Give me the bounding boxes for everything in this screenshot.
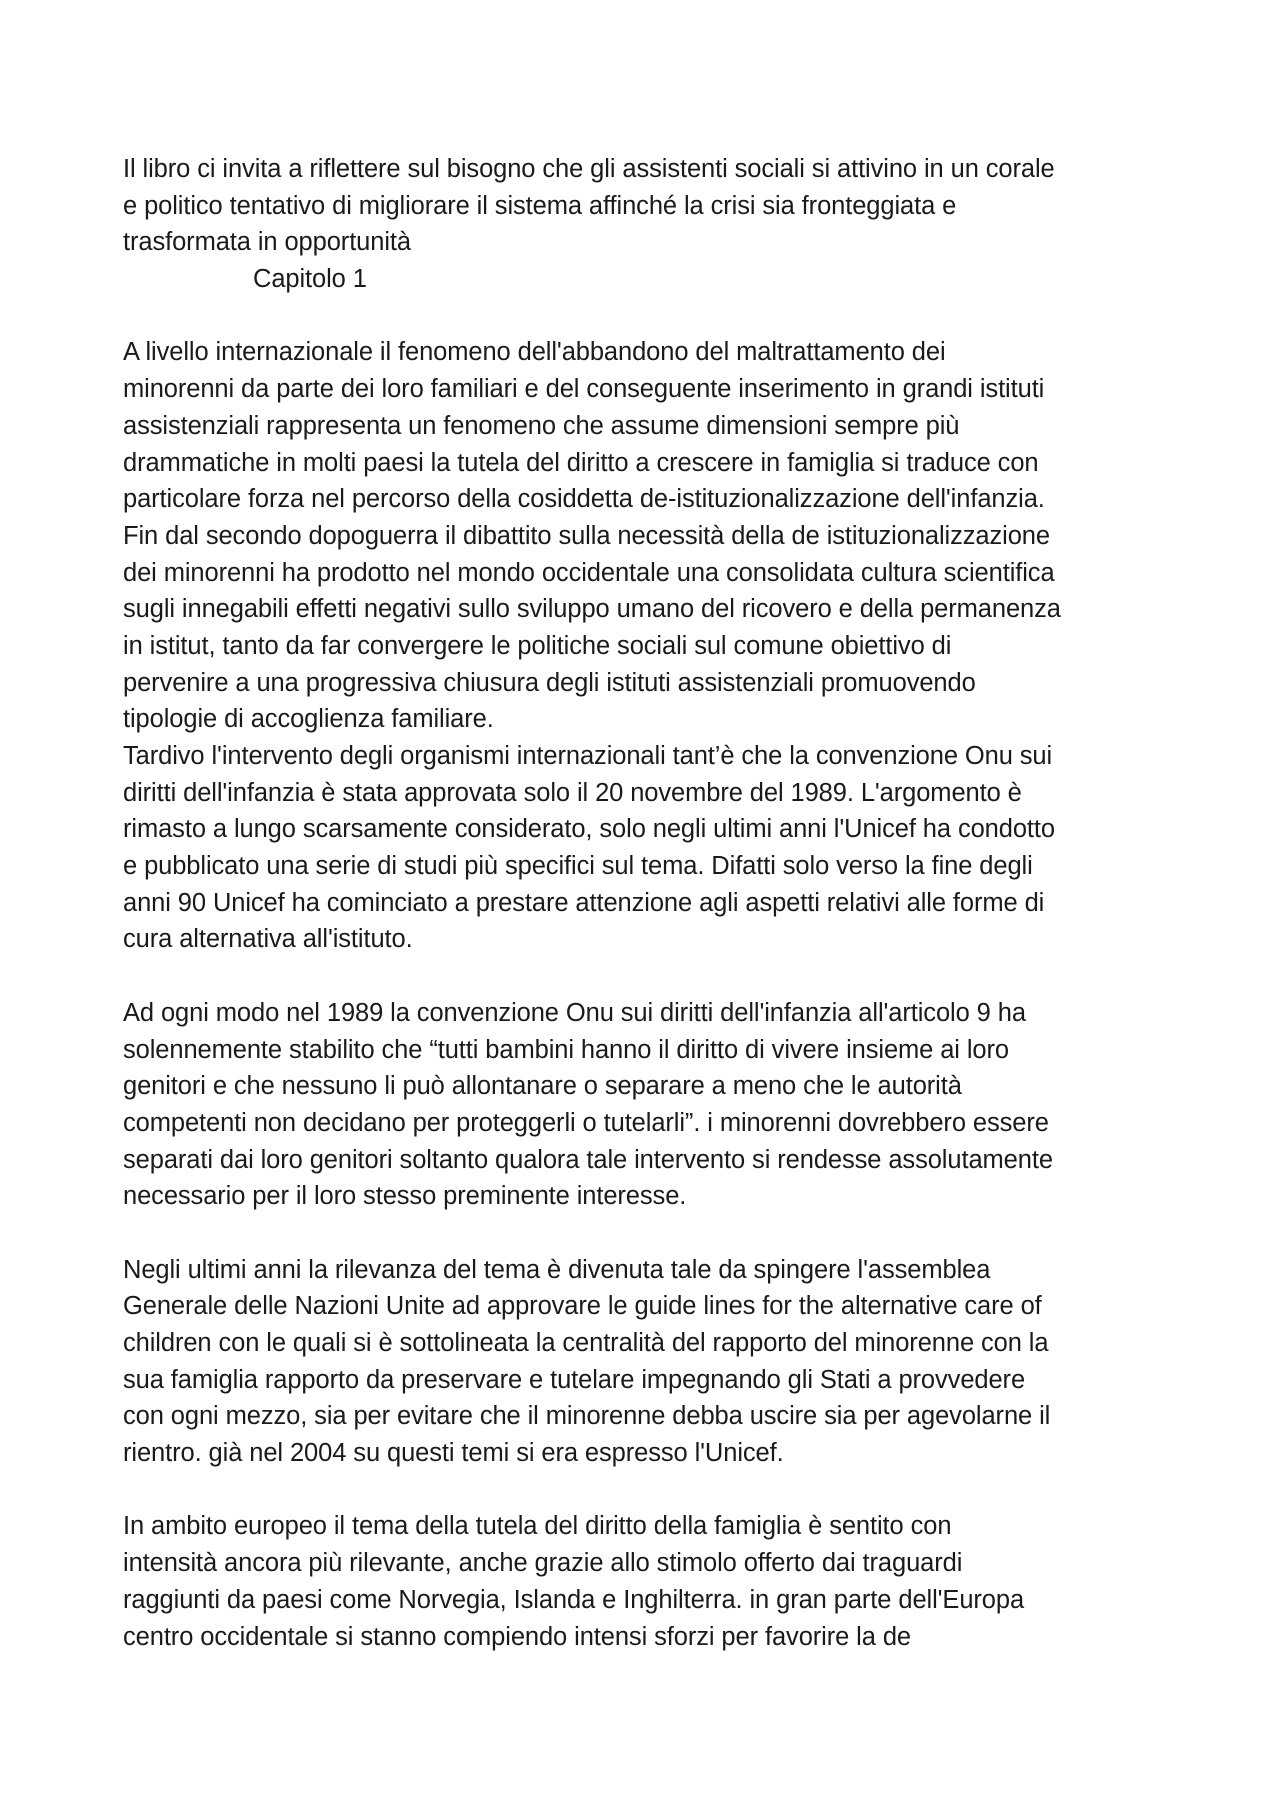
text-line: in istitut, tanto da far convergere le politiche sociali sul comune obiettivo di [123,631,952,660]
text-line: A livello internazionale il fenomeno dell'abbandono del maltrattamento dei [123,338,946,367]
paragraph-spacer [123,298,1203,335]
text-line: Ad ogni modo nel 1989 la convenzione Onu sui diritti dell'infanzia all'articolo 9 ha [123,998,1026,1027]
text-line: intensità ancora più rilevante, anche grazie allo stimolo offerto dai traguardi [123,1549,963,1578]
text-line: Generale delle Nazioni Unite ad approvare le guide lines for the alternative care of [123,1292,1042,1321]
text-line: minorenni da parte dei loro familiari e del conseguente inserimento in grandi istituti [123,375,1045,404]
paragraph-4 [123,1508,1203,1655]
text-line: rimasto a lungo scarsamente considerato, solo negli ultimi anni l'Unicef ha condotto [123,815,1055,844]
text-line: Il libro ci invita a riflettere sul bisogno che gli assistenti sociali si attivino in un corale [123,155,1055,183]
text-line: solennemente stabilito che “tutti bambini hanno il diritto di vivere insieme ai loro [123,1035,1009,1064]
text-line: In ambito europeo il tema della tutela del diritto della famiglia è sentito con [123,1512,952,1541]
text-line: competenti non decidano per proteggerli o tutelarli”. i minorenni dovrebbero essere [123,1108,1049,1137]
text-line: raggiunti da paesi come Norvegia, Islanda e Inghilterra. in gran parte dell'Europa [123,1585,1025,1614]
paragraph-3 [123,1252,1203,1472]
text-line: e politico tentativo di migliorare il sistema affinché la crisi sia fronteggiata e [123,191,957,220]
paragraph-spacer [123,958,1203,995]
text-line: rientro. già nel 2004 su questi temi si era espresso l'Unicef. [123,1439,784,1468]
text-line: necessario per il loro stesso preminente interesse. [123,1182,687,1211]
paragraph-spacer [123,1215,1203,1252]
intro-paragraph [123,151,1203,261]
paragraph-1 [123,334,1203,958]
text-line: drammatiche in molti paesi la tutela del diritto a crescere in famiglia si traduce con [123,448,1039,477]
text-line: Tardivo l'intervento degli organismi internazionali tant’è che la convenzione Onu sui [123,742,1053,770]
text-line: assistenziali rappresenta un fenomeno che assume dimensioni sempre più [123,411,960,440]
text-line: genitori e che nessuno li può allontanare o separare a meno che le autorità [123,1072,962,1101]
text-line: sua famiglia rapporto da preservare e tutelare impegnando gli Stati a provvedere [123,1365,1026,1394]
text-line: trasformata in opportunità [123,228,411,257]
text-line: pervenire a una progressiva chiusura degli istituti assistenziali promuovendo [123,668,976,697]
text-line: Negli ultimi anni la rilevanza del tema è divenuta tale da spingere l'assemblea [123,1255,991,1284]
text-line: con ogni mezzo, sia per evitare che il minorenne debba uscire sia per agevolarne il [123,1402,1051,1431]
text-line: anni 90 Unicef ha cominciato a prestare attenzione agli aspetti relativi alle forme di [123,888,1045,917]
text-line: sugli innegabili effetti negativi sullo sviluppo umano del ricovero e della permanenza [123,595,1061,624]
text-line: children con le quali si è sottolineata la centralità del rapporto del minorenne con la [123,1329,1049,1357]
chapter-heading: Capitolo 1 [253,265,367,294]
text-line: Fin dal secondo dopoguerra il dibattito sulla necessità della de istituzionalizzazione [123,521,1050,550]
paragraph-spacer [123,1472,1203,1509]
text-line: tipologie di accoglienza familiare. [123,705,494,734]
text-line: cura alternativa all'istituto. [123,925,413,954]
text-line: separati dai loro genitori soltanto qualora tale intervento si rendesse assolutamente [123,1145,1053,1174]
document-page [123,151,1203,1655]
text-line: dei minorenni ha prodotto nel mondo occidentale una consolidata cultura scientifica [123,558,1055,587]
text-line: diritti dell'infanzia è stata approvata solo il 20 novembre del 1989. L'argomento è [123,778,1022,807]
text-line: e pubblicato una serie di studi più specifici sul tema. Difatti solo verso la fine degli [123,852,1033,881]
text-line: centro occidentale si stanno compiendo intensi sforzi per favorire la de [123,1622,911,1651]
text-line: particolare forza nel percorso della cosiddetta de-istituzionalizzazione dell'infanzia. [123,485,1045,514]
paragraph-2 [123,995,1203,1215]
